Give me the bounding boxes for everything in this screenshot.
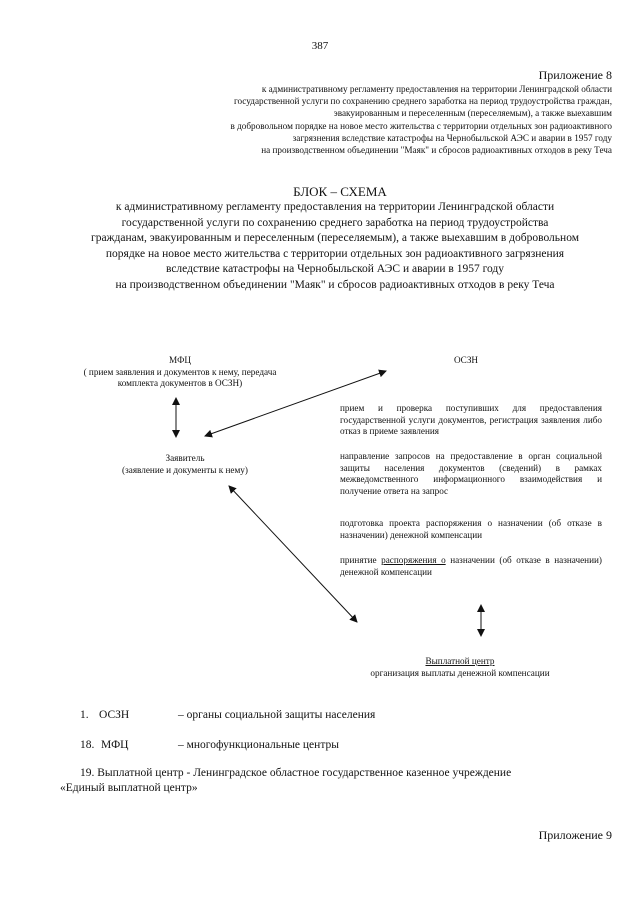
appendix-8-line: к административному регламенту предоставления на территории Ленинградской области [261, 84, 612, 94]
legend-abbr: МФЦ [101, 739, 129, 751]
legend-abbr: ОСЗН [99, 709, 130, 721]
node-payment-center-desc: организация выплаты денежной компенсации [370, 667, 550, 678]
page-number: 387 [311, 40, 329, 52]
legend-item-19-line: 19. Выплатной центр - Ленинградское областное государственное казенное учреждение [80, 767, 512, 779]
appendix-8-line: загрязнения вследствие катастрофы на Чернобыльской АЭС и аварии в 1957 году [292, 132, 612, 143]
appendix-8-line: эвакуированным и переселенным (переселяемым), а также выехавшим [333, 108, 612, 119]
step-reception: прием и проверка поступивших для предоставления государственной услуги документов, регистрация заявления либо отказ в приеме заявления [340, 403, 602, 437]
subtitle-line: вследствие катастрофы на Чернобыльской АЭС и аварии в 1957 году [165, 263, 505, 275]
node-applicant-name: Заявитель [165, 453, 205, 463]
node-mfc-desc: ( прием заявления и документов к нему, передача [83, 366, 277, 377]
node-mfc-name: МФЦ [169, 355, 191, 365]
subtitle-line: на производственном объединении "Маяк" и сбросов радиоактивных отходов в реку Теча [115, 278, 555, 291]
appendix-8-title: Приложение 8 [538, 68, 612, 82]
subtitle-line: к административному регламенту предоставления на территории Ленинградской области [115, 201, 555, 213]
subtitle-line: гражданам, эвакуированным и переселенным (переселяемым), а также выехавшим в добровольном [90, 232, 580, 244]
subtitle-line: порядке на новое место жительства с территории отдельных зон радиоактивного загрязнения [105, 247, 565, 260]
appendix-8-line: государственной услуги по сохранению среднего заработка на период трудоустройства граждан, [233, 96, 612, 107]
arrow-applicant-payment [229, 486, 357, 622]
node-oszn: ОСЗН [453, 355, 479, 365]
appendix-8-line: в добровольном порядке на новое место жительства с территории отдельных зон радиоактивного [230, 120, 612, 131]
appendix-9-title: Приложение 9 [538, 828, 612, 842]
legend-num: 18. [80, 739, 95, 751]
node-applicant-desc: (заявление и документы к нему) [122, 464, 248, 475]
step-decision-text: принятие [340, 555, 382, 565]
appendix-8-line: на производственном объединении "Маяк" и сбросов радиоактивных отходов в реку Теча [261, 145, 612, 156]
step-decision-underlined: распоряжения о [381, 555, 446, 565]
legend-desc: – многофункциональные центры [178, 739, 339, 751]
arrow-applicant-oszn [205, 371, 386, 436]
node-payment-center-name: Выплатной центр [425, 656, 495, 666]
legend-item-19 [60, 766, 600, 796]
subtitle-line: государственной услуги по сохранению среднего заработка на период трудоустройства [121, 216, 549, 229]
step-decision-text: назначении (об отказе в назначении) денежной компенсации [340, 555, 602, 577]
legend-item-19-line: «Единый выплатной центр» [60, 782, 198, 794]
step-requests: направление запросов на предоставление в орган социальной защиты населения документов (сведений) в рамках межведомственного информационного взаимодействия и получение ответа на запрос [340, 451, 602, 496]
block-scheme-title: БЛОК – СХЕМА [293, 184, 387, 199]
legend-desc: – органы социальной защиты населения [178, 709, 376, 721]
node-mfc-desc: комплекта документов в ОСЗН) [117, 378, 243, 388]
legend-num: 1. [80, 709, 89, 721]
step-draft-order: подготовка проекта распоряжения о назначении (об отказе в назначении) денежной компенсации [340, 518, 602, 540]
